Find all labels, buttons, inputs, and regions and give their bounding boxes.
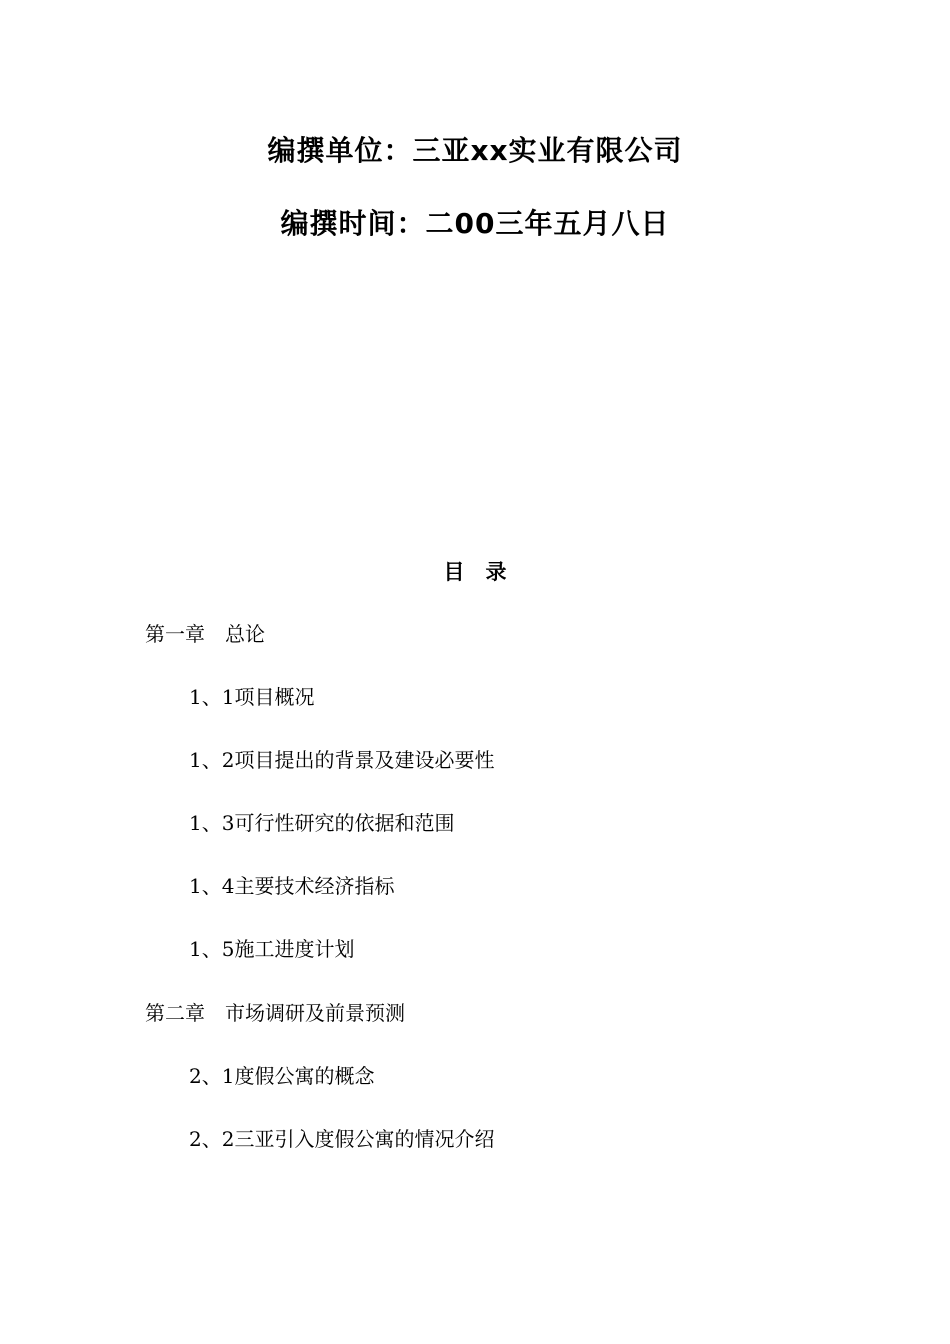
toc-section-1-5: 1、5施工进度计划 bbox=[189, 937, 355, 961]
toc-section-2-1: 2、1度假公寓的概念 bbox=[189, 1064, 375, 1088]
toc-section-1-1: 1、1项目概况 bbox=[189, 685, 315, 709]
toc-section-1-2: 1、2项目提出的背景及建设必要性 bbox=[189, 748, 495, 772]
toc-chapter-2: 第二章 市场调研及前景预测 bbox=[145, 1001, 405, 1025]
cover-compiling-date: 编撰时间：二00三年五月八日 bbox=[280, 207, 670, 240]
toc-title: 目 录 bbox=[443, 559, 507, 584]
cover-compiling-unit: 编撰单位：三亚xx实业有限公司 bbox=[267, 134, 683, 167]
toc-section-2-2: 2、2三亚引入度假公寓的情况介绍 bbox=[189, 1127, 495, 1151]
toc-section-1-4: 1、4主要技术经济指标 bbox=[189, 874, 395, 898]
toc-section-1-3: 1、3可行性研究的依据和范围 bbox=[189, 811, 455, 835]
toc-chapter-1: 第一章 总论 bbox=[145, 622, 265, 646]
